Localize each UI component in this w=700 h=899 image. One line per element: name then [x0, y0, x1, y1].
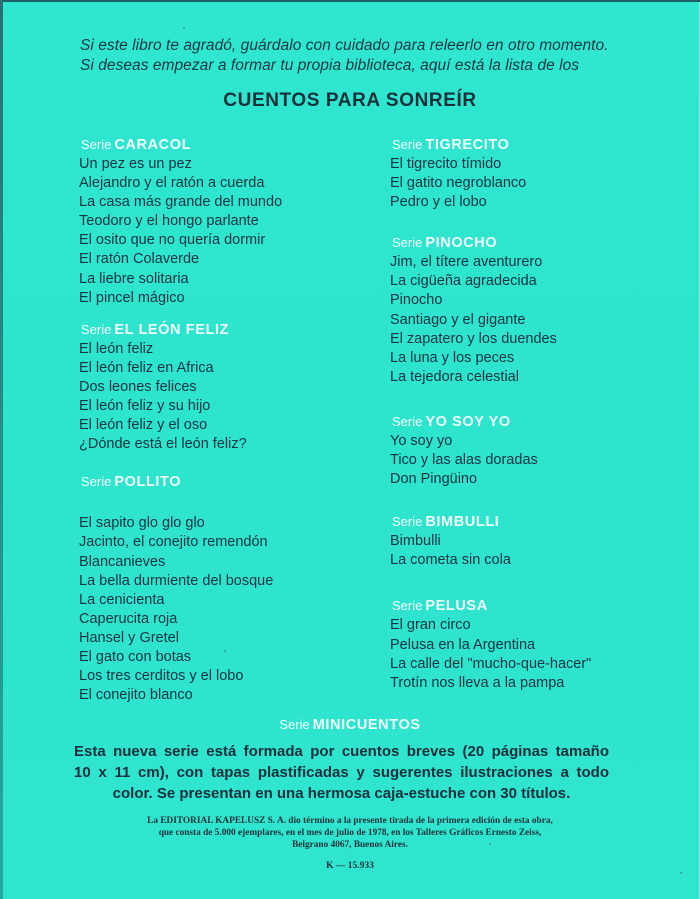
book-title: El sapito glo glo glo — [79, 515, 205, 532]
serie-heading — [392, 512, 670, 532]
serie-heading — [81, 135, 359, 155]
book-title: Yo soy yo — [390, 432, 453, 449]
book-title: El león feliz — [79, 340, 154, 357]
book-title: El gran circo — [390, 617, 471, 634]
book-title: Trotín nos lleva a la pampa — [390, 674, 565, 691]
book-title: Bimbulli — [390, 533, 441, 550]
serie-prefix: Serie — [392, 413, 423, 429]
minicuentos-description — [74, 741, 609, 804]
serie-bimbulli — [390, 512, 670, 570]
serie-name: YO SOY YO — [425, 413, 511, 430]
book-title: El tigrecito tímido — [390, 156, 502, 172]
print-speck — [224, 650, 226, 652]
book-title: Tico y las alas doradas — [390, 452, 538, 469]
book-title: El león feliz en Africa — [79, 359, 214, 376]
book-title: La calle del "mucho-que-hacer" — [390, 655, 592, 672]
description-line: Esta nueva serie está formada por cuentos breves (20 páginas tamaño — [74, 743, 609, 760]
serie-heading — [392, 233, 670, 253]
title-list — [79, 155, 359, 308]
serie-prefix: Serie — [392, 137, 423, 152]
serie-name: POLLITO — [114, 474, 182, 491]
title-list — [390, 155, 670, 212]
book-title: Los tres cerditos y el lobo — [79, 668, 244, 685]
serie-minicuentos-heading — [0, 717, 700, 733]
title-list — [79, 340, 359, 455]
page-edge-left — [0, 0, 3, 899]
title-list — [79, 514, 359, 705]
title-list — [390, 616, 670, 692]
serie-pollito — [79, 472, 359, 705]
title-list — [390, 253, 670, 387]
serie-pinocho — [390, 233, 670, 387]
book-title: La tejedora celestial — [390, 368, 519, 385]
book-title: ¿Dónde está el león feliz? — [79, 436, 247, 453]
serie-name: TIGRECITO — [425, 137, 510, 153]
intro-line: Si este libro te agradó, guárdalo con cuidado para releerlo en otro momento. — [80, 37, 609, 54]
serie-heading — [392, 135, 670, 155]
intro-paragraph — [80, 36, 640, 75]
serie-name: EL LEÓN FELIZ — [114, 321, 230, 338]
book-title: El pincel mágico — [79, 289, 185, 306]
book-title: El conejito blanco — [79, 687, 193, 704]
colophon-line: Belgrano 4067, Buenos Aires. — [292, 840, 408, 850]
book-title: La luna y los peces — [390, 349, 515, 366]
serie-heading — [392, 412, 670, 432]
book-title: Jim, el títere aventurero — [390, 254, 543, 271]
catalog-code: K — 15.933 — [326, 861, 374, 871]
book-title: La cometa sin cola — [390, 552, 511, 569]
page-edge-top — [0, 0, 700, 2]
book-title: Dos leones felices — [79, 378, 197, 395]
colophon — [0, 815, 700, 851]
book-title: Caperucita roja — [79, 610, 178, 627]
serie-prefix: Serie — [81, 321, 112, 337]
title-list — [390, 432, 670, 489]
book-title: Pedro y el lobo — [390, 194, 487, 211]
serie-tigrecito — [390, 135, 670, 212]
title-list — [390, 532, 670, 570]
book-title: Teodoro y el hongo parlante — [79, 213, 259, 230]
serie-heading — [81, 320, 359, 340]
book-title: Santiago y el gigante — [390, 311, 526, 328]
collection-title: CUENTOS PARA SONREÍR — [223, 90, 477, 111]
serie-prefix: Serie — [392, 514, 423, 530]
colophon-line: La EDITORIAL KAPELUSZ S. A. dio término a la presente tirada de la primera edición de esta obra, — [147, 816, 553, 826]
book-title: La cigüeña agradecida — [390, 273, 537, 290]
print-speck — [680, 872, 682, 874]
book-title: El osito que no quería dormir — [79, 232, 266, 249]
book-title: El gatito negroblanco — [390, 175, 527, 192]
serie-prefix: Serie — [392, 235, 423, 251]
serie-prefix: Serie — [279, 717, 310, 732]
right-column — [390, 135, 670, 693]
book-title: Un pez es un pez — [79, 156, 192, 172]
book-title: El león feliz y el oso — [79, 417, 208, 434]
serie-pelusa — [390, 596, 670, 692]
book-title: La cenicienta — [79, 591, 165, 608]
serie-name: MINICUENTOS — [312, 717, 421, 733]
print-speck — [489, 843, 491, 845]
serie-prefix: Serie — [81, 137, 112, 152]
serie-name: BIMBULLI — [425, 514, 500, 531]
book-title: Pelusa en la Argentina — [390, 636, 536, 653]
serie-name: PELUSA — [425, 598, 488, 615]
book-title: El zapatero y los duendes — [390, 330, 557, 347]
serie-el-leon-feliz — [79, 320, 359, 455]
serie-prefix: Serie — [81, 474, 112, 490]
book-title: El león feliz y su hijo — [79, 398, 211, 415]
serie-name: PINOCHO — [425, 235, 498, 252]
colophon-line: que consta de 5.000 ejemplares, en el mes de julio de 1978, en los Talleres Gráficos Ernesto Zeiss, — [158, 828, 542, 838]
book-title: Blancanieves — [79, 553, 166, 570]
left-column — [79, 135, 359, 705]
book-title: Alejandro y el ratón a cuerda — [79, 175, 265, 192]
description-line: color. Se presentan en una hermosa caja-estuche con 30 títulos. — [112, 785, 571, 802]
serie-heading — [392, 596, 670, 616]
description-line: 10 x 11 cm), con tapas plastificadas y sugerentes ilustraciones a todo — [74, 764, 609, 781]
book-title: El ratón Colaverde — [79, 251, 200, 268]
book-title: La bella durmiente del bosque — [79, 572, 274, 589]
intro-line: Si deseas empezar a formar tu propia biblioteca, aquí está la lista de los — [80, 56, 580, 74]
book-title: Hansel y Gretel — [79, 629, 179, 646]
book-title: Jacinto, el conejito remendón — [79, 534, 268, 551]
book-title: El gato con botas — [79, 648, 192, 665]
serie-heading — [81, 472, 359, 492]
book-title: Pinocho — [390, 292, 443, 309]
serie-yo-soy-yo — [390, 412, 670, 489]
serie-caracol — [79, 135, 359, 308]
serie-name: CARACOL — [114, 137, 192, 153]
book-title: La casa más grande del mundo — [79, 194, 283, 211]
serie-prefix: Serie — [392, 598, 423, 614]
book-title: La liebre solitaria — [79, 270, 189, 287]
book-title: Don Pingüino — [390, 471, 478, 488]
print-speck — [183, 27, 185, 29]
